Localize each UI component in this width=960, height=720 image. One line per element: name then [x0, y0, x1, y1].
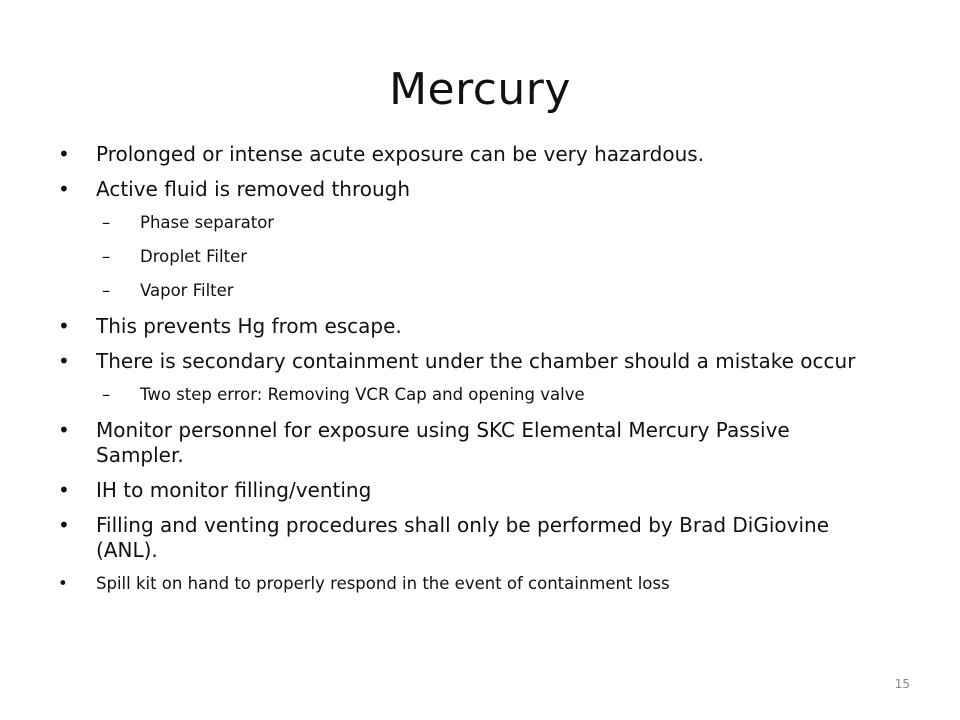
dash-icon: – — [102, 213, 111, 232]
sub-bullet-text: Two step error: Removing VCR Cap and opening valve — [140, 385, 585, 404]
bullet-icon: • — [58, 513, 70, 537]
bullet-text: IH to monitor filling/venting — [96, 478, 372, 502]
page-number: 15 — [894, 677, 910, 691]
bullet-item — [58, 418, 858, 468]
sub-bullet-item — [58, 246, 858, 268]
bullet-item — [58, 142, 858, 167]
bullet-item — [58, 573, 858, 595]
bullet-icon: • — [58, 478, 70, 502]
bullet-icon: • — [58, 142, 70, 166]
bullet-icon: • — [58, 574, 68, 593]
bullet-text: Filling and venting procedures shall only be performed by Brad DiGiovine (ANL). — [96, 513, 829, 562]
bullet-text: Prolonged or intense acute exposure can be very hazardous. — [96, 142, 705, 166]
bullet-icon: • — [58, 349, 70, 373]
bullet-item — [58, 478, 858, 503]
bullet-item — [58, 349, 858, 374]
bullet-icon: • — [58, 418, 70, 442]
bullet-icon: • — [58, 314, 70, 338]
bullet-item — [58, 177, 858, 202]
bullet-item — [58, 513, 858, 563]
bullet-text: Monitor personnel for exposure using SKC Elemental Mercury Passive Sampler. — [96, 418, 790, 467]
dash-icon: – — [102, 247, 111, 266]
dash-icon: – — [102, 281, 111, 300]
bullet-text: This prevents Hg from escape. — [96, 314, 402, 338]
sub-bullet-item — [58, 212, 858, 234]
slide-title: Mercury — [389, 64, 571, 115]
sub-bullet-text: Phase separator — [140, 213, 275, 232]
bullet-text: Spill kit on hand to properly respond in the event of containment loss — [96, 574, 670, 593]
sub-bullet-item — [58, 280, 858, 302]
sub-bullet-text: Vapor Filter — [140, 281, 234, 300]
bullet-list — [58, 142, 858, 605]
sub-bullet-text: Droplet Filter — [140, 247, 248, 266]
bullet-item — [58, 314, 858, 339]
bullet-icon: • — [58, 177, 70, 201]
sub-bullet-item — [58, 384, 858, 406]
bullet-text: There is secondary containment under the chamber should a mistake occur — [96, 349, 856, 373]
bullet-text: Active fluid is removed through — [96, 177, 411, 201]
dash-icon: – — [102, 385, 111, 404]
